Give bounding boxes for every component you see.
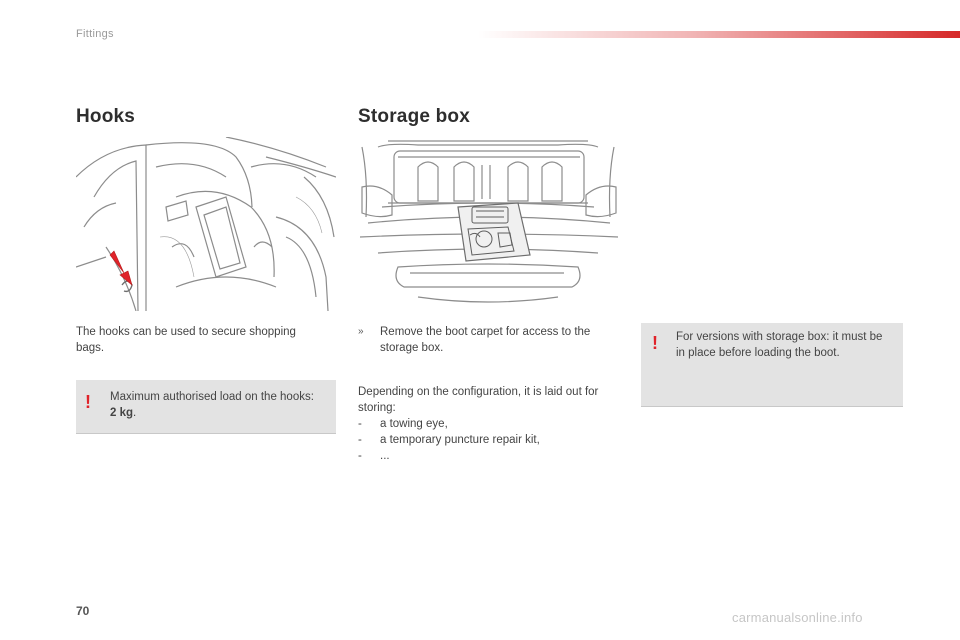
storage-title: Storage box (358, 106, 470, 127)
hook-pointer-arrow-icon (110, 251, 132, 285)
storage-illustration (358, 137, 620, 311)
storage-bullet-text: Remove the boot carpet for access to the storage box. (380, 326, 591, 354)
storage-items-list (358, 416, 608, 464)
hooks-warning-text: Maximum authorised load on the hooks: 2 kg. (110, 391, 314, 419)
storage-warning-box (641, 323, 903, 407)
storage-bullet (358, 324, 608, 356)
page-number: 70 (76, 604, 90, 618)
storage-warning-text: For versions with storage box: it must be in place before loading the boot. (676, 331, 883, 359)
storage-description (358, 384, 608, 464)
warning-icon: ! (85, 392, 91, 412)
hooks-description: The hooks can be used to secure shopping bags. (76, 326, 296, 354)
list-item: - a temporary puncture repair kit, (358, 434, 540, 446)
list-item: - ... (358, 450, 390, 462)
hooks-title: Hooks (76, 106, 136, 127)
hooks-warning-box (76, 380, 336, 434)
list-item: - a towing eye, (358, 418, 448, 430)
boot-side-hook-illustration-icon (76, 137, 336, 311)
watermark: carmanualsonline.info (732, 610, 863, 625)
header-accent-bar (478, 31, 960, 38)
boot-storage-box-illustration-icon (358, 137, 620, 311)
hooks-illustration (76, 137, 336, 311)
section-label: Fittings (76, 28, 114, 40)
warning-icon: ! (652, 333, 658, 353)
max-load-value: 2 kg (110, 407, 134, 419)
storage-intro: Depending on the configuration, it is laid out for storing: (358, 386, 599, 414)
arrow-bullet-icon: » (358, 326, 364, 337)
